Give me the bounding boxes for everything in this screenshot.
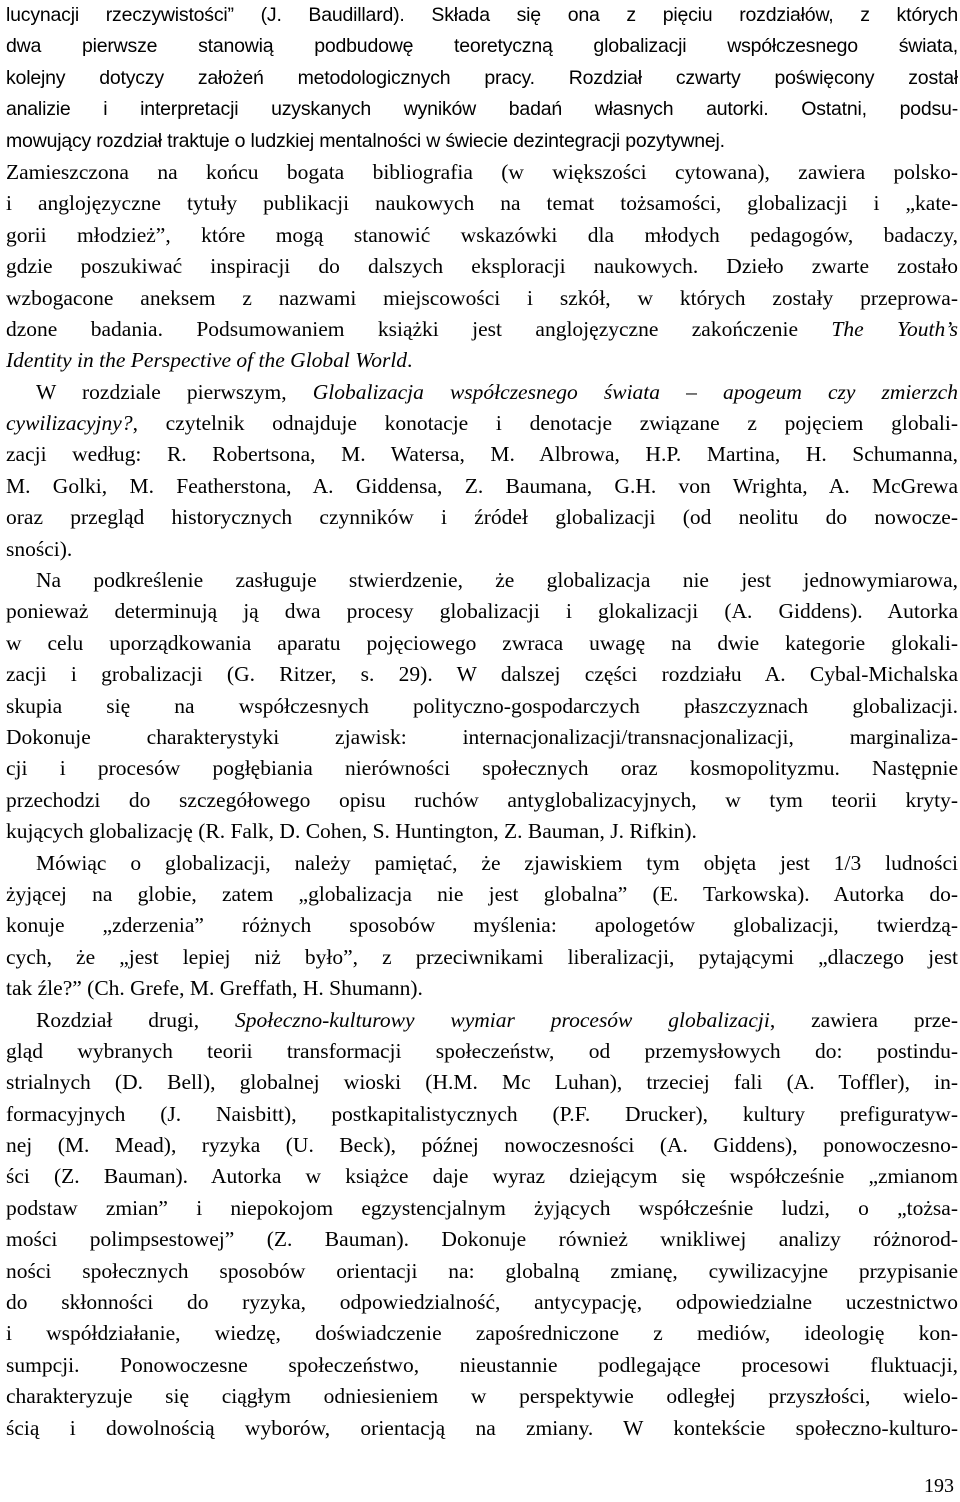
- body-text: gorii młodzież”, które mogą stanowić wskazówki dla młodych pedagogów, badaczy,: [6, 222, 958, 247]
- text-line: [6, 879, 958, 910]
- body-text: tak źle?” (Ch. Grefe, M. Greffath, H. Shumann).: [6, 976, 423, 1001]
- text-line: [6, 1350, 958, 1381]
- document-page: [6, 0, 958, 1444]
- text-line: [6, 1161, 958, 1192]
- body-text: nej (M. Mead), ryzyka (U. Beck), późnej nowoczesności (A. Giddens), ponowoczesno-: [6, 1133, 958, 1158]
- italic-text: Społeczno-kulturowy wymiar procesów globalizacji: [234, 1007, 770, 1032]
- body-text: Rozdział drugi,: [36, 1007, 235, 1032]
- body-text: ponieważ determinują ją dwa procesy globalizacji i glokalizacji (A. Giddens). Autorka: [6, 599, 958, 624]
- text-line: [6, 251, 958, 282]
- text-line: [6, 502, 958, 533]
- body-text: dwa pierwsze stanowią podbudowę teoretyczną globalizacji współczesnego świata,: [6, 35, 958, 58]
- body-text: do skłonności do ryzyka, odpowiedzialność, antycypację, odpowiedzialne uczestnictwo: [6, 1290, 958, 1315]
- body-text: ścią i dowolnością wyborów, orientacją na zmiany. W kontekście społeczno-kulturo-: [6, 1415, 958, 1440]
- body-text: sumpcji. Ponowoczesne społeczeństwo, nieustannie podlegające procesowi fluktuacji,: [6, 1352, 958, 1377]
- text-line: [6, 1413, 958, 1444]
- text-line: [6, 1005, 958, 1036]
- body-text: gląd wybranych teorii transformacji społeczeństw, od przemysłowych do: postindu-: [6, 1038, 958, 1063]
- italic-text: The Youth’s: [831, 316, 958, 341]
- text-line: [6, 471, 958, 502]
- text-line: [6, 94, 958, 125]
- text-line: [6, 628, 958, 659]
- body-text: .: [407, 348, 413, 373]
- text-line: [6, 1224, 958, 1255]
- body-text: kujących globalizację (R. Falk, D. Cohen, S. Huntington, Z. Bauman, J. Rifkin).: [6, 819, 697, 844]
- text-line: [6, 157, 958, 188]
- text-line: [6, 31, 958, 62]
- text-line: [6, 659, 958, 690]
- text-line: [6, 565, 958, 596]
- body-text: zacji i grobalizacji (G. Ritzer, s. 29). W dalszej części rozdziału A. Cybal-Michalska: [6, 662, 958, 687]
- body-text: lucynacji rzeczywistości” (J. Baudillard). Składa się ona z pięciu rozdziałów, z których: [6, 4, 958, 26]
- body-text: formacyjnych (J. Naisbitt), postkapitalistycznych (P.F. Drucker), kultury prefiguratyw-: [6, 1101, 958, 1126]
- body-text: charakteryzuje się ciągłym odniesieniem w perspektywie odległej przyszłości, wielo-: [6, 1384, 958, 1409]
- text-line: [6, 0, 958, 31]
- text-line: [6, 816, 958, 847]
- body-text: skupia się na współczesnych polityczno-gospodarczych płaszczyznach globalizacji.: [6, 693, 958, 718]
- body-text: Mówiąc o globalizacji, należy pamiętać, że zjawiskiem tym objęta jest 1/3 ludności: [36, 850, 958, 875]
- text-line: [6, 439, 958, 470]
- text-line: [6, 408, 958, 439]
- text-line: [6, 1287, 958, 1318]
- body-text: cji i procesów pogłębiania nierówności społecznych oraz kosmopolityzmu. Następnie: [6, 756, 958, 781]
- text-line: [6, 345, 958, 376]
- body-text: mości polimpsestowej” (Z. Bauman). Dokonuje również wnikliwej analizy różnorod-: [6, 1227, 958, 1252]
- text-line: [6, 1067, 958, 1098]
- text-line: [6, 1318, 958, 1349]
- text-line: [6, 1256, 958, 1287]
- italic-text: Identity in the Perspective of the Global World: [6, 348, 408, 373]
- body-text: , czytelnik odnajduje konotacje i denotacje związane z pojęciem globali-: [132, 411, 958, 436]
- body-text: analizie i interpretacji uzyskanych wyników badań własnych autorki. Ostatni, podsu-: [6, 98, 958, 121]
- text-line: [6, 314, 958, 345]
- text-line: [6, 1036, 958, 1067]
- body-text: w celu uporządkowania aparatu pojęciowego zwraca uwagę na dwie kategorie glokali-: [6, 630, 958, 655]
- text-line: [6, 848, 958, 879]
- page-number: 193: [924, 1475, 954, 1497]
- body-text: sności).: [6, 536, 73, 561]
- text-line: [6, 63, 958, 94]
- text-line: [6, 596, 958, 627]
- body-text: strialnych (D. Bell), globalnej wioski (H.M. Mc Luhan), trzeciej fali (A. Toffler), in-: [6, 1070, 958, 1095]
- body-text: kolejny dotyczy założeń metodologicznych pracy. Rozdział czwarty poświęcony został: [6, 66, 958, 89]
- text-line: [6, 753, 958, 784]
- body-text: zacji według: R. Robertsona, M. Watersa, M. Albrowa, H.P. Martina, H. Schumanna,: [6, 442, 958, 467]
- body-text: M. Golki, M. Featherstona, A. Giddensa, Z. Baumana, G.H. von Wrighta, A. McGrewa: [6, 473, 958, 498]
- body-text: oraz przegląd historycznych czynników i źródeł globalizacji (od neolitu do nowocze-: [6, 505, 958, 530]
- text-line: [6, 1193, 958, 1224]
- text-line: [6, 188, 958, 219]
- body-text: , zawiera prze-: [769, 1007, 958, 1032]
- body-text: podstaw zmian” i niepokojom egzystencjalnym żyjących współcześnie ludzi, o „tożsa-: [6, 1195, 958, 1220]
- body-text: gdzie poszukiwać inspiracji do dalszych eksploracji naukowych. Dzieło zwarte zostało: [6, 254, 958, 279]
- body-text: wzbogacone aneksem z nazwami miejscowości i szkół, w których zostały przeprowa-: [6, 285, 958, 310]
- text-line: [6, 910, 958, 941]
- text-line: [6, 377, 958, 408]
- text-line: [6, 722, 958, 753]
- body-text: konuje „zderzenia” różnych sposobów myślenia: apologetów globalizacji, twierdzą-: [6, 913, 958, 938]
- body-text: Dokonuje charakterystyki zjawisk: internacjonalizacji/transnacjonalizacji, marginaliza-: [6, 724, 958, 749]
- text-line: [6, 973, 958, 1004]
- text-line: [6, 534, 958, 565]
- body-text: mowujący rozdział traktuje o ludzkiej mentalności w świecie dezintegracji pozytywnej.: [6, 129, 725, 152]
- text-line: [6, 220, 958, 251]
- italic-text: cywilizacyjny?: [6, 411, 133, 436]
- body-text: ści (Z. Bauman). Autorka w książce daje wyraz dziejącym się współcześnie „zmianom: [6, 1164, 958, 1189]
- italic-text: Globalizacja współczesnego świata – apogeum czy zmierzch: [312, 379, 958, 404]
- text-line: [6, 1381, 958, 1412]
- body-text: Zamieszczona na końcu bogata bibliografia (w większości cytowana), zawiera polsko-: [6, 159, 958, 184]
- text-line: [6, 691, 958, 722]
- text-line: [6, 942, 958, 973]
- body-text: przechodzi do szczegółowego opisu ruchów antyglobalizacyjnych, w tym teorii kryty-: [6, 787, 958, 812]
- text-line: [6, 283, 958, 314]
- text-line: [6, 1099, 958, 1130]
- text-line: [6, 785, 958, 816]
- body-text: W rozdziale pierwszym,: [36, 379, 313, 404]
- text-line: [6, 126, 958, 157]
- body-text: cych, że „jest lepiej niż było”, z przeciwnikami liberalizacji, pytającymi „dlaczego jest: [6, 944, 958, 969]
- body-text: dzone badania. Podsumowaniem książki jest anglojęzyczne zakończenie: [6, 316, 832, 341]
- body-text: żyjącej na globie, zatem „globalizacja nie jest globalna” (E. Tarkowska). Autorka do-: [6, 881, 958, 906]
- body-text: Na podkreślenie zasługuje stwierdzenie, że globalizacja nie jest jednowymiarowa,: [36, 568, 958, 593]
- body-text: i anglojęzyczne tytuły publikacji naukowych na temat tożsamości, globalizacji i „kate-: [6, 191, 958, 216]
- body-text: i współdziałanie, wiedzę, doświadczenie zapośredniczone z mediów, ideologię kon-: [6, 1321, 958, 1346]
- body-text: ności społecznych sposobów orientacji na: globalną zmianę, cywilizacyjne przypisanie: [6, 1258, 958, 1283]
- text-line: [6, 1130, 958, 1161]
